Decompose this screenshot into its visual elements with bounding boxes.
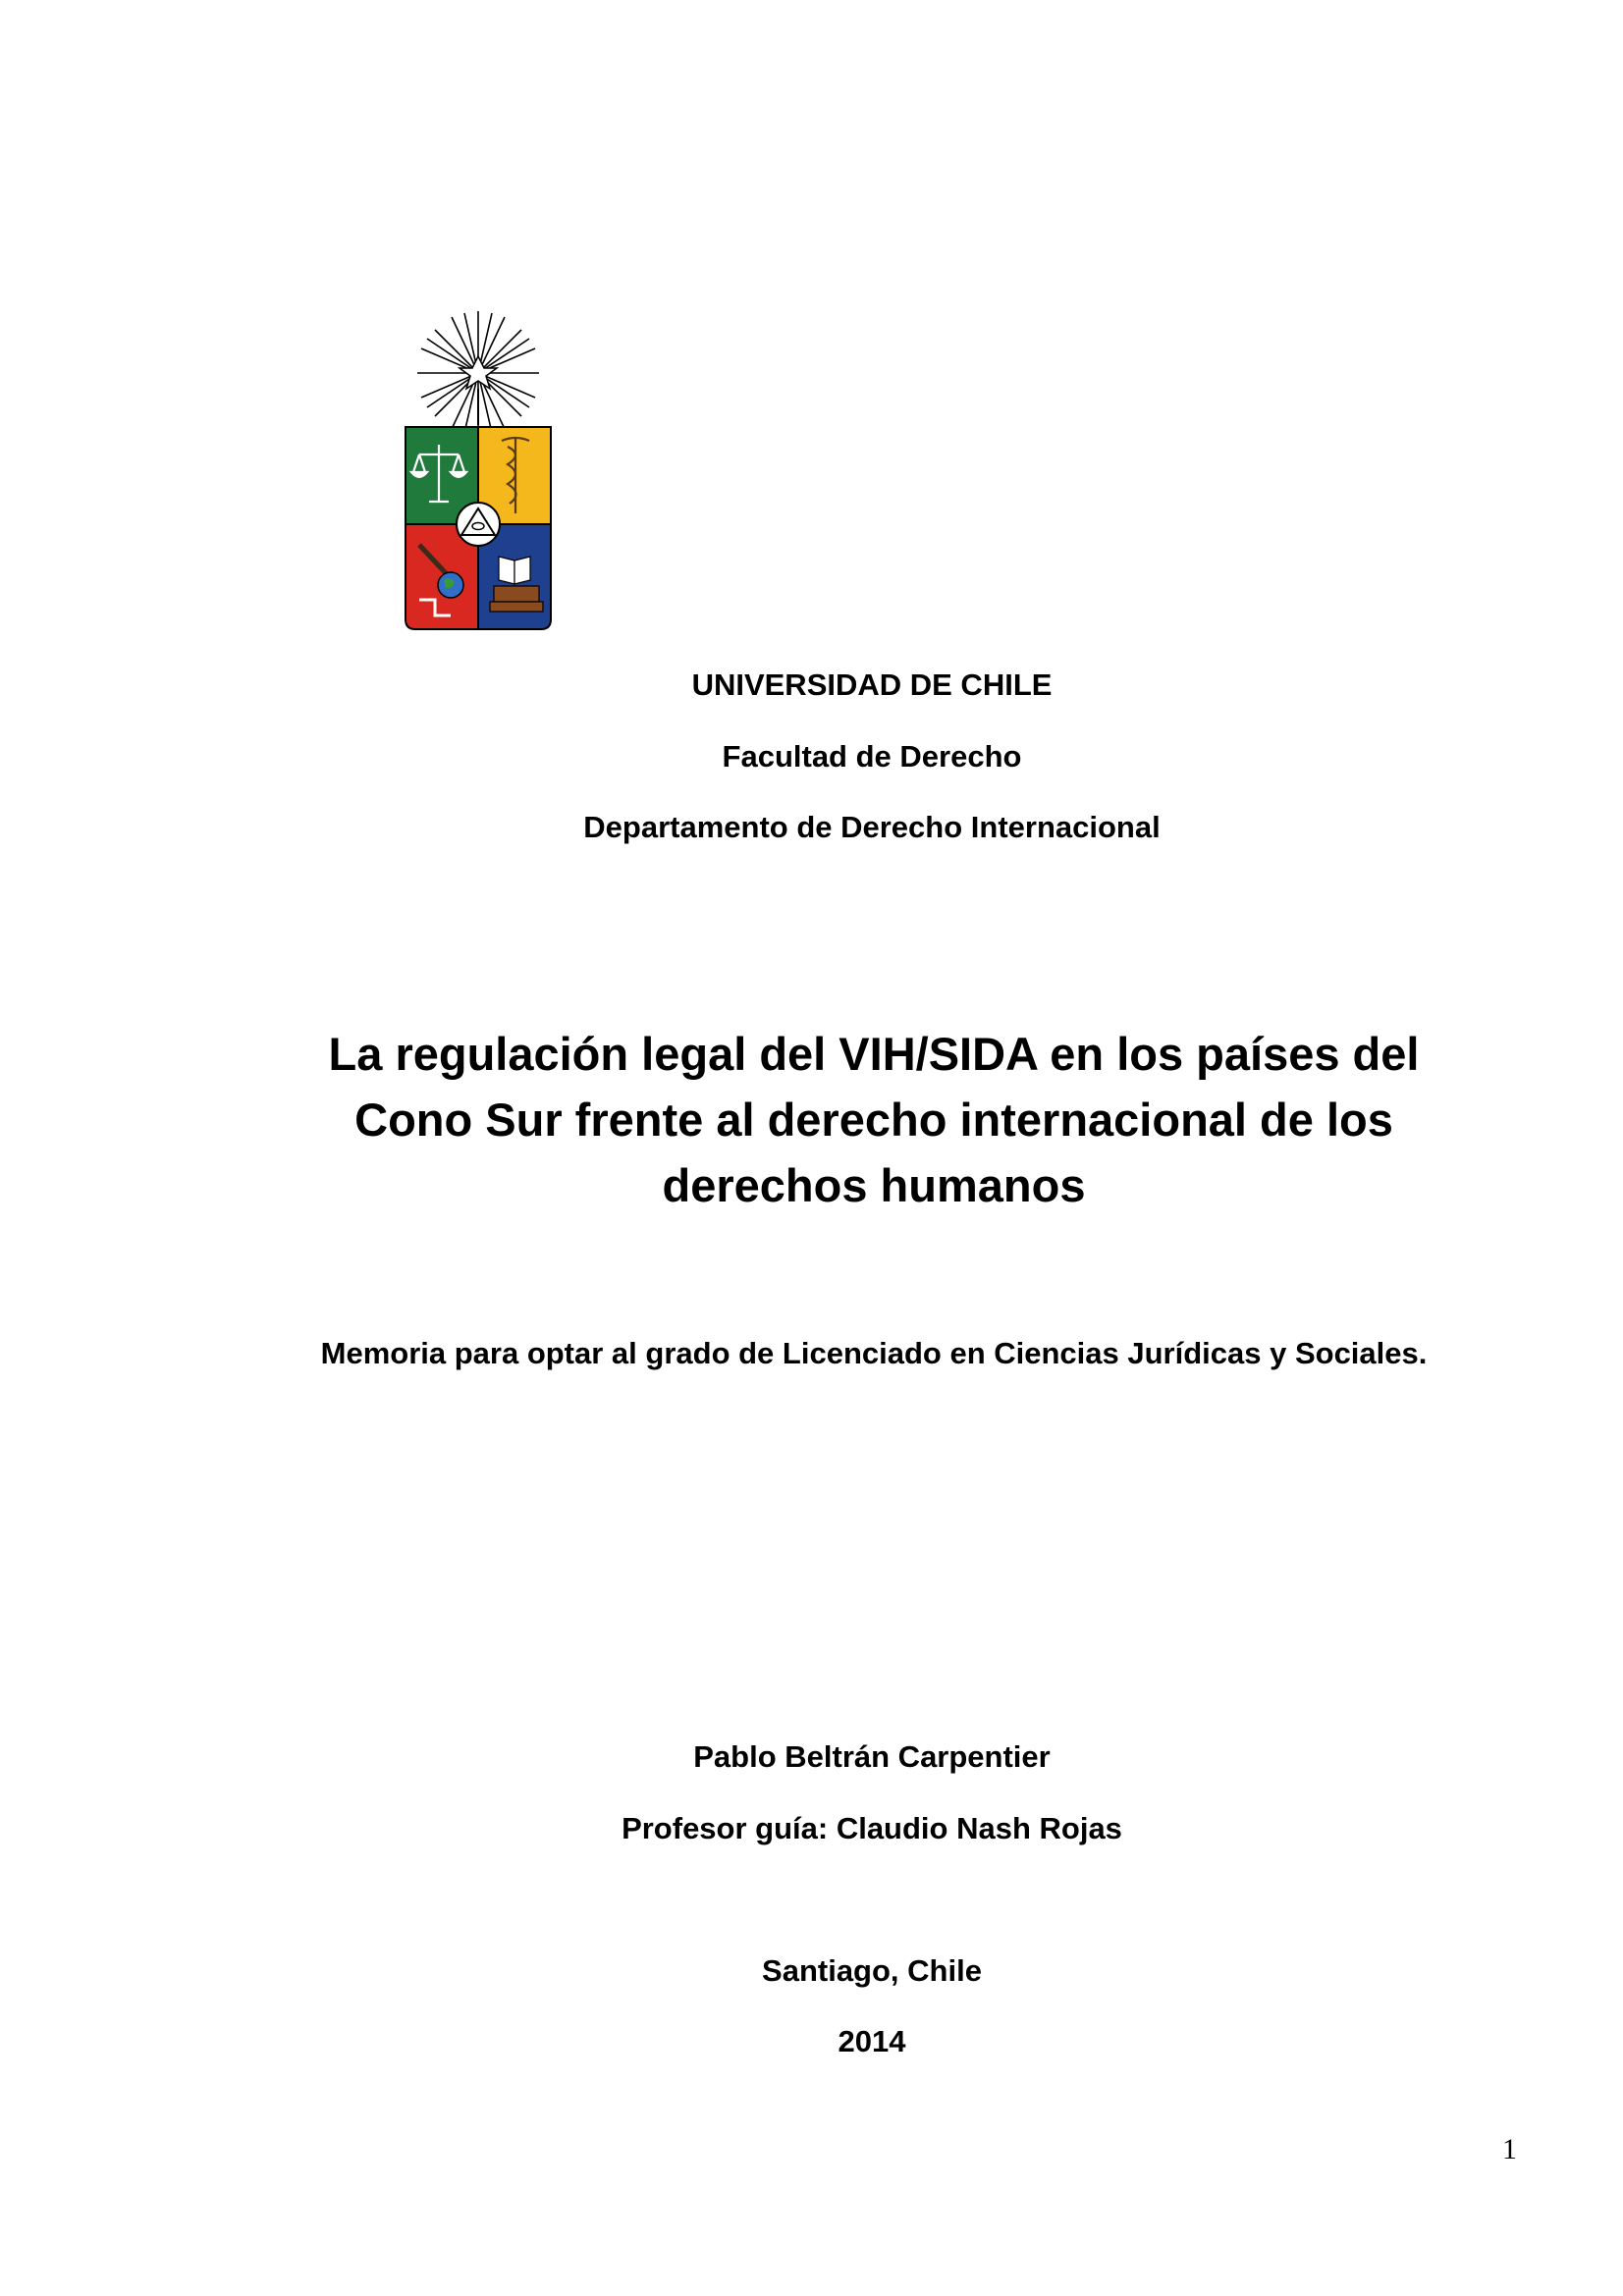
author-name: Pablo Beltrán Carpentier xyxy=(693,1739,1051,1774)
degree-statement: Memoria para optar al grado de Licenciado en Ciencias Jurídicas y Sociales. xyxy=(320,1336,1428,1370)
advisor-name: Profesor guía: Claudio Nash Rojas xyxy=(622,1811,1122,1845)
department-name: Departamento de Derecho Internacional xyxy=(583,810,1161,844)
thesis-title: La regulación legal del VIH/SIDA en los países del Cono Sur frente al derecho internacional de los derechos humanos xyxy=(328,1028,1420,1211)
place: Santiago, Chile xyxy=(762,1953,982,1988)
year: 2014 xyxy=(838,2024,906,2058)
page-number: 1 xyxy=(1502,2133,1517,2165)
faculty-name: Facultad de Derecho xyxy=(722,739,1022,774)
university-name: UNIVERSIDAD DE CHILE xyxy=(691,667,1053,702)
university-crest-logo xyxy=(398,309,560,633)
